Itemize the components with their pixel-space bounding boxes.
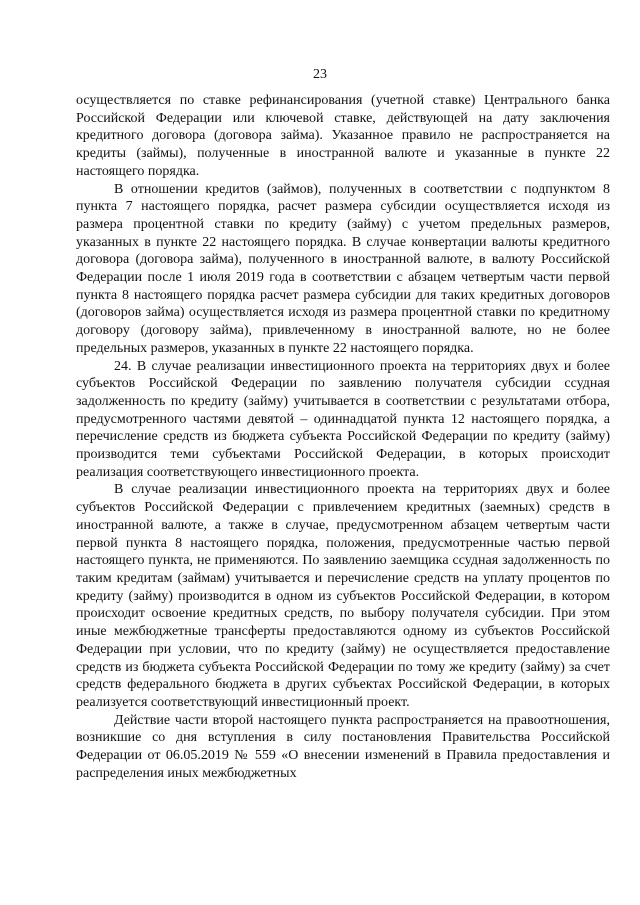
paragraph-currency-loans: В отношении кредитов (займов), полученных в соответствии с подпунктом 8 пункта 7 настоящего порядка, расчет размера субсидии осуществляется исходя из размера процентной ставки по кредиту (займу) с учетом предельных размеров, указанных в пункте 22 настоящего порядка. В случае конвертации валюты кредитного договора (договора займа), полученного в иностранной валюте, в валюту Российской Федерации после 1 июля 2019 года в соответствии с абзацем четвертым части первой пункта 8 настоящего порядка расчет размера субсидии для таких кредитных договоров (договоров займа) осуществляется исходя из размера процентной ставки по кредитному договору (договору займа), привлеченному в иностранной валюте, но не более предельных размеров, указанных в пункте 22 настоящего порядка. [76, 181, 610, 356]
page-number: 23 [313, 67, 327, 82]
paragraph-clause-24: 24. В случае реализации инвестиционного проекта на территориях двух и более субъектов Российской Федерации по заявлению получателя субсидии ссудная задолженность по кредиту (займу) учитывается в соответствии с результатами отбора, предусмотренного частями девятой – одиннадцатой пункта 12 настоящего порядка, а перечисление средств из бюджета субъекта Российской Федерации по кредиту (займу) производится теми субъектами Российской Федерации, в которых происходит реализация соответствующего инвестиционного проекта. [76, 358, 610, 480]
paragraph-effective-date: Действие части второй настоящего пункта распространяется на правоотношения, возникшие со дня вступления в силу постановления Правительства Российской Федерации от 06.05.2019 № 559 «О внесении изменений в Правила предоставления и распределения иных межбюджетных [76, 712, 610, 781]
document-body [76, 92, 610, 782]
paragraph-foreign-currency-projects: В случае реализации инвестиционного проекта на территориях двух и более субъектов Российской Федерации с привлечением кредитных (заемных) средств в иностранной валюте, а также в случае, предусмотренном абзацем четвертым части первой пункта 8 настоящего порядка, положения, предусмотренные частью первой настоящего пункта, не применяются. По заявлению заемщика ссудная задолженность по таким кредитам (займам) учитывается и перечисление средств на уплату процентов по кредиту (займу) производится в одном из субъектов Российской Федерации, в котором происходит освоение кредитных средств, по выбору получателя субсидии. При этом иные межбюджетные трансферты предоставляются одному из субъектов Российской Федерации при условии, что по кредиту (займу) не осуществляется предоставление средств из бюджета субъекта Российской Федерации по тому же кредиту (займу) за счет средств федерального бюджета в других субъектах Российской Федерации, в которых реализуется соответствующий инвестиционный проект. [76, 482, 610, 710]
paragraph-continuation: осуществляется по ставке рефинансирования (учетной ставке) Центрального банка Российской Федерации или ключевой ставке, действующей на дату заключения кредитного договора (договора займа). Указанное правило не распространяется на кредиты (займы), полученные в иностранной валюте и указанные в пункте 22 настоящего порядка. [76, 93, 610, 179]
